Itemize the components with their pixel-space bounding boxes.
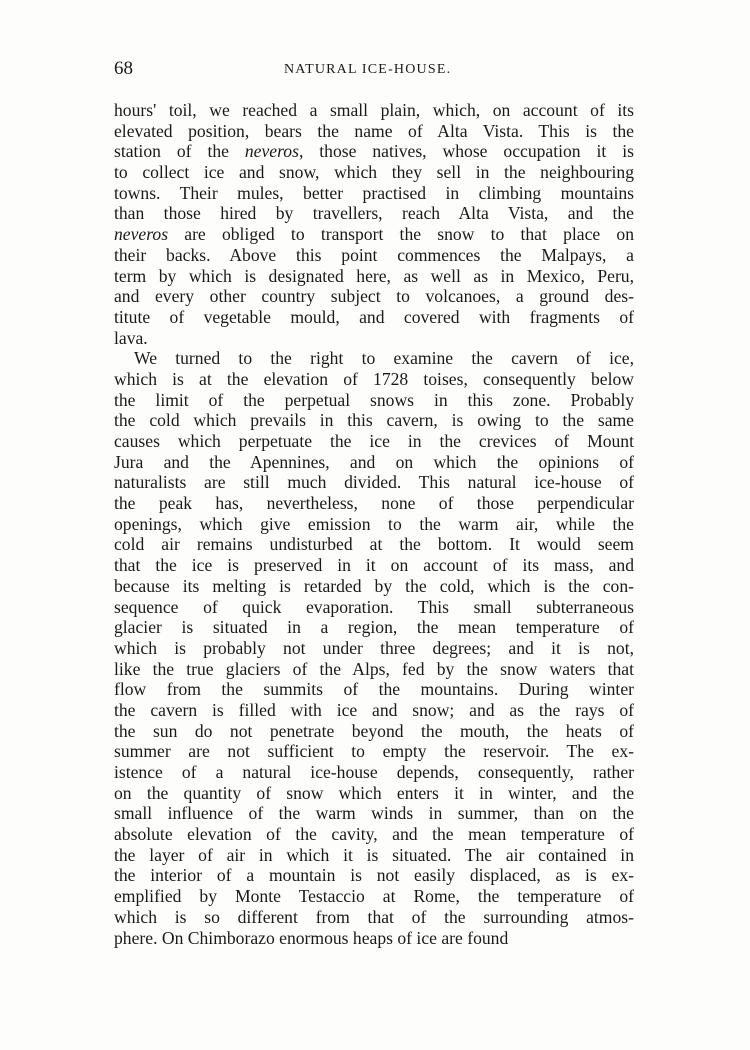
text-line: causes which perpetuate the ice in the crevices of Mount <box>114 431 634 451</box>
text-line: phere. On Chimborazo enormous heaps of ice are found <box>114 927 509 948</box>
text-line: on the quantity of snow which enters it in winter, and the <box>114 782 634 803</box>
text-line: to collect ice and snow, which they sell in the neighbouring <box>114 162 634 183</box>
text-line: titute of vegetable mould, and covered with fragments of <box>114 306 634 327</box>
running-title: NATURAL ICE-HOUSE. <box>284 62 452 77</box>
text-line: than those hired by travellers, reach Alta Vista, and the <box>114 203 634 224</box>
text-line: We turned to the right to examine the cavern of ice, <box>134 348 634 369</box>
text-line: term by which is designated here, as well as in Mexico, Peru, <box>114 265 634 286</box>
text-line: which is so different from that of the surrounding atmos- <box>114 906 634 927</box>
text-line: which is probably not under three degrees; and it is not, <box>114 637 634 658</box>
text-line: neveros are obliged to transport the snow to that place on <box>114 224 634 245</box>
text-line: because its melting is retarded by the cold, which is the con- <box>114 575 634 596</box>
text-line: small influence of the warm winds in summer, than on the <box>114 803 634 824</box>
text-line: lava. <box>114 327 148 348</box>
text-line: the sun do not penetrate beyond the mouth, the heats of <box>114 720 634 741</box>
text-line: that the ice is preserved in it on account of its mass, and <box>114 555 634 576</box>
text-line: hours' toil, we reached a small plain, which, on account of its <box>114 100 634 120</box>
body-text <box>114 100 634 948</box>
running-head <box>114 58 634 84</box>
paragraph <box>114 100 634 348</box>
text-line: towns. Their mules, better practised in climbing mountains <box>114 182 634 203</box>
text-line: the layer of air in which it is situated. The air contained in <box>114 844 634 865</box>
text-line: and every other country subject to volcanoes, a ground des- <box>114 286 634 307</box>
text-line: openings, which give emission to the warm air, while the <box>114 513 634 534</box>
text-line: the cavern is filled with ice and snow; and as the rays of <box>114 699 634 720</box>
text-line: emplified by Monte Testaccio at Rome, the temperature of <box>114 886 634 907</box>
text-line: the cold which prevails in this cavern, is owing to the same <box>114 410 634 431</box>
text-line: absolute elevation of the cavity, and the mean temperature of <box>114 824 634 845</box>
text-line: flow from the summits of the mountains. During winter <box>114 679 634 700</box>
text-line: like the true glaciers of the Alps, fed by the snow waters that <box>114 658 634 679</box>
text-line: summer are not sufficient to empty the reservoir. The ex- <box>114 741 634 762</box>
paragraph <box>114 348 634 948</box>
text-line: the limit of the perpetual snows in this zone. Probably <box>114 389 634 410</box>
text-line: Jura and the Apennines, and on which the opinions of <box>114 451 634 472</box>
text-line: elevated position, bears the name of Alta Vista. This is the <box>114 120 634 141</box>
text-line: the interior of a mountain is not easily displaced, as is ex- <box>114 865 634 886</box>
text-line: istence of a natural ice-house depends, consequently, rather <box>114 762 634 782</box>
text-line: glacier is situated in a region, the mean temperature of <box>114 617 634 638</box>
text-line: which is at the elevation of 1728 toises, consequently below <box>114 368 634 389</box>
text-line: cold air remains undisturbed at the bottom. It would seem <box>114 534 634 555</box>
text-line: station of the neveros, those natives, whose occupation it is <box>114 141 634 162</box>
text-line: sequence of quick evaporation. This small subterraneous <box>114 596 634 617</box>
page-number: 68 <box>114 58 133 79</box>
text-line: naturalists are still much divided. This natural ice-house of <box>114 472 634 493</box>
text-line: their backs. Above this point commences the Malpays, a <box>114 244 634 265</box>
text-line: the peak has, nevertheless, none of those perpendicular <box>114 493 634 514</box>
